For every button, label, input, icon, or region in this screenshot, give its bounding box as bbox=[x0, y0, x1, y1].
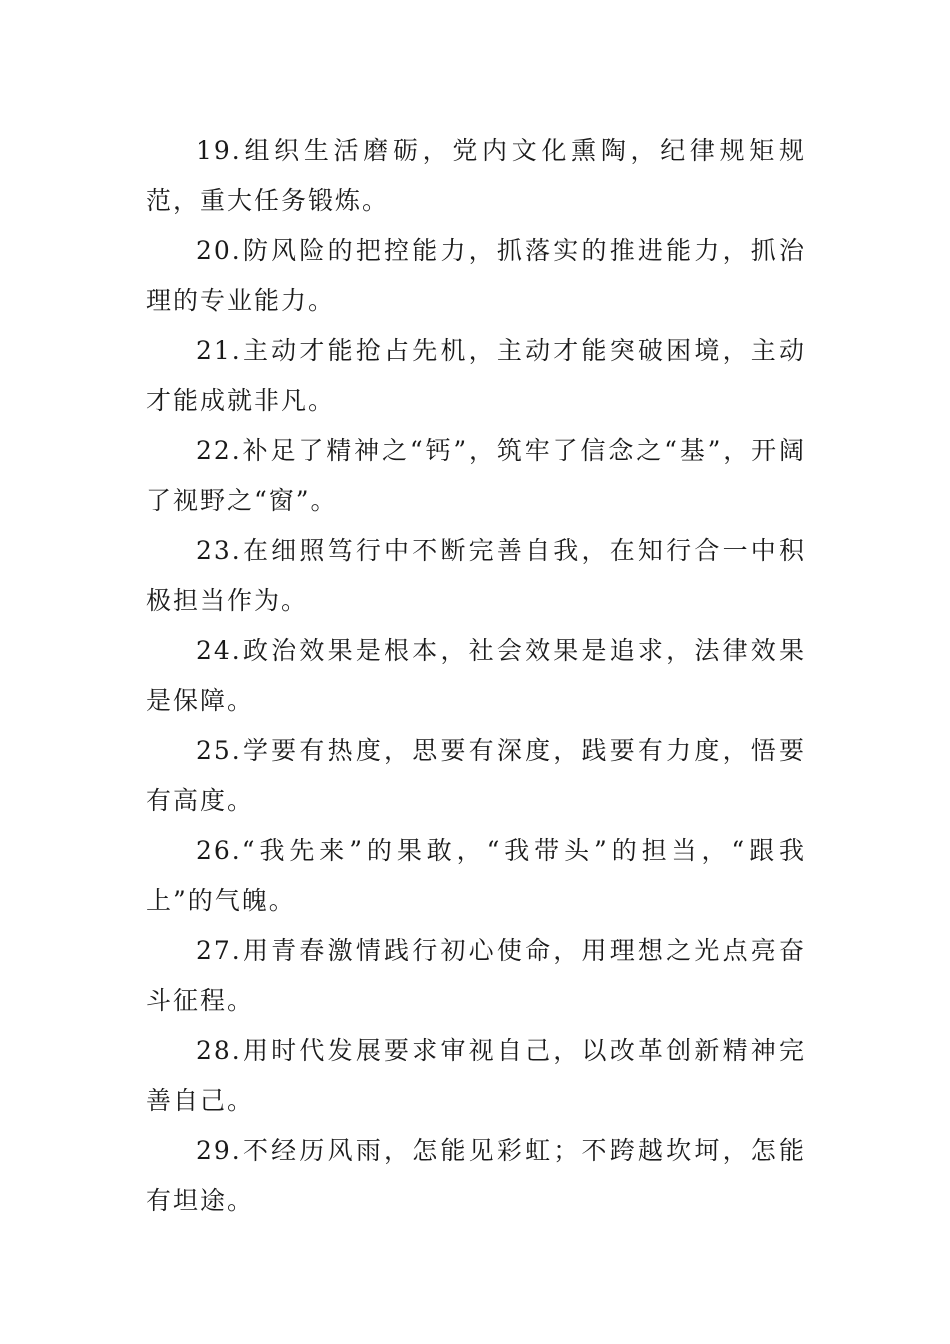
document-body bbox=[146, 126, 806, 1226]
list-item: 26.“我先来”的果敢，“我带头”的担当，“跟我上”的气魄。 bbox=[146, 836, 806, 915]
list-item: 20.防风险的把控能力，抓落实的推进能力，抓治理的专业能力。 bbox=[146, 236, 806, 315]
list-item: 19.组织生活磨砺，党内文化熏陶，纪律规矩规范，重大任务锻炼。 bbox=[146, 136, 806, 215]
list-item: 29.不经历风雨，怎能见彩虹；不跨越坎坷，怎能有坦途。 bbox=[146, 1136, 806, 1215]
list-item: 21.主动才能抢占先机，主动才能突破困境，主动才能成就非凡。 bbox=[146, 336, 806, 415]
list-item: 27.用青春激情践行初心使命，用理想之光点亮奋斗征程。 bbox=[146, 936, 806, 1015]
list-item: 23.在细照笃行中不断完善自我，在知行合一中积极担当作为。 bbox=[146, 536, 806, 615]
list-item: 24.政治效果是根本，社会效果是追求，法律效果是保障。 bbox=[146, 636, 806, 715]
list-item: 25.学要有热度，思要有深度，践要有力度，悟要有高度。 bbox=[146, 736, 806, 815]
list-item: 28.用时代发展要求审视自己，以改革创新精神完善自己。 bbox=[146, 1036, 806, 1115]
list-item: 22.补足了精神之“钙”，筑牢了信念之“基”，开阔了视野之“窗”。 bbox=[146, 436, 806, 515]
